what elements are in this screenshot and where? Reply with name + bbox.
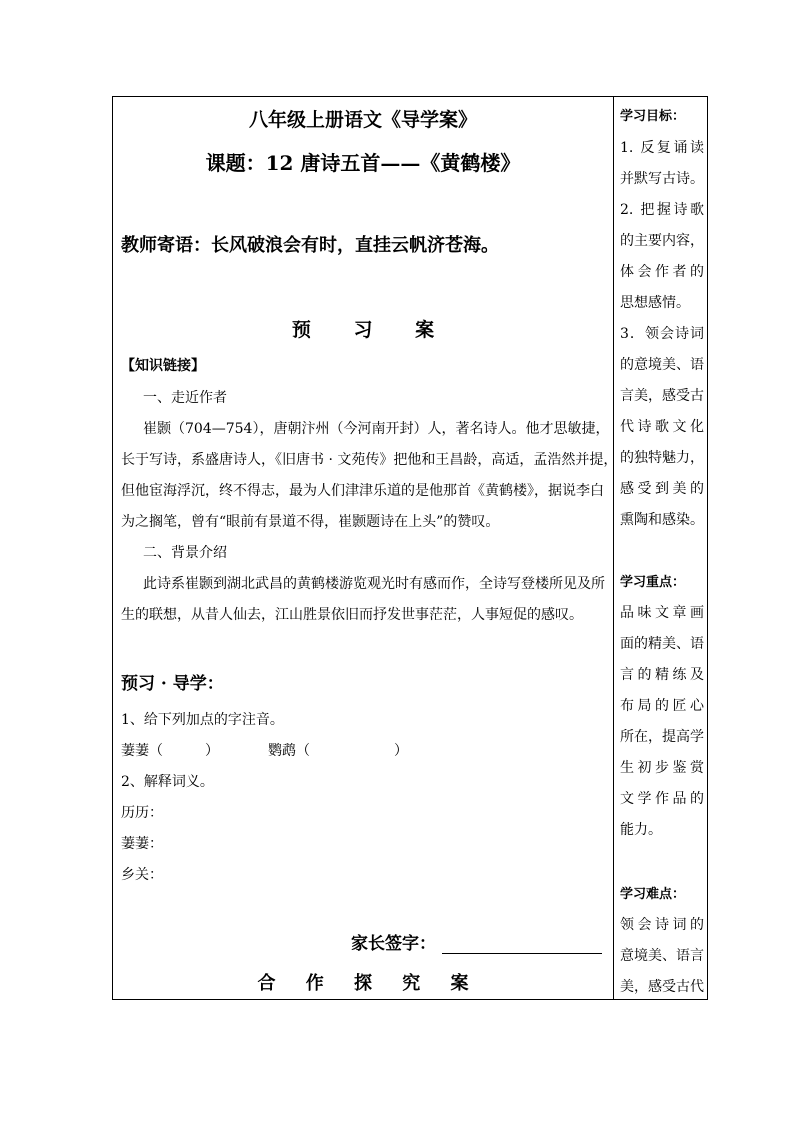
question-2: 2、解释词义。 [121,774,214,790]
goals-line: 体会作者的 [620,264,704,280]
focus-line: 能力。 [620,822,662,838]
goals-line: 感受到美的 [620,481,704,497]
goals-line: 言美，感受古 [620,388,704,404]
author-line: 崔颢（704—754），唐朝汴州（今河南开封）人，著名诗人。他才思敏捷， [143,421,610,437]
goals-line: 的独特魅力， [620,450,704,466]
section-preview-heading: 预 习 案 [291,319,453,341]
focus-line: 言的精练及 [620,667,704,683]
goals-line: 的意境美、语 [620,357,704,373]
signature-blank[interactable] [442,937,602,954]
author-line: 但他宦海浮沉，终不得志，最为人们津津乐道的是他那首《黄鹤楼》，据说李白 [121,483,604,499]
parent-signature [351,929,602,954]
worksheet-table [112,96,708,1000]
parent-signature-label: 家长签字： [351,934,436,954]
focus-line: 面的精美、语 [620,636,704,652]
teacher-motto: 教师寄语：长风破浪会有时，直挂云帆济苍海。 [121,235,499,256]
main-column [113,97,618,999]
lesson-title: 课题：12 唐诗五首——《黄鹤楼》 [205,151,521,175]
goals-line: 1. 反复诵读 [620,140,704,156]
focus-line: 文学作品的 [620,791,704,807]
difficulty-line: 美，感受古代 [620,979,704,995]
question-1-items: 萋萋（ ） 鹦鹉（ ） [121,743,408,759]
goals-line: 并默写古诗。 [620,171,704,187]
side-column [614,97,708,999]
focus-line: 品味文章画 [620,605,704,621]
term-xiangguan: 乡关： [121,867,163,883]
goals-line: 2. 把握诗歌 [620,202,704,218]
difficulty-line: 领会诗词的 [620,917,704,933]
knowledge-link-heading: 【知识链接】 [121,358,205,374]
goals-line: 代诗歌文化 [620,419,704,435]
goals-line: 3．领会诗词 [620,326,704,342]
background-line: 生的联想，从昔人仙去，江山胜景依旧而抒发世事茫茫，人事短促的感叹。 [121,607,583,623]
goals-line: 思想感情。 [620,295,690,311]
goals-line: 的主要内容， [620,233,704,249]
goals-line: 熏陶和感染。 [620,512,704,528]
question-1: 1、给下列加点的字注音。 [121,712,284,728]
background-heading: 二、背景介绍 [143,545,227,561]
goals-heading: 学习目标： [620,109,686,124]
difficulty-heading: 学习难点： [620,887,686,902]
term-lili: 历历： [121,805,163,821]
author-heading: 一、走近作者 [143,390,227,406]
focus-heading: 学习重点： [620,575,686,590]
preview-guide-heading: 预习 · 导学： [121,674,224,694]
author-line: 长于写诗，系盛唐诗人，《旧唐书 · 文苑传》把他和王昌龄，高适，孟浩然并提， [121,452,618,468]
background-line: 此诗系崔颢到湖北武昌的黄鹤楼游览观光时有感而作，全诗写登楼所见及所 [143,576,605,592]
difficulty-line: 意境美、语言 [620,948,704,964]
worksheet-title: 八年级上册语文《导学案》 [248,109,477,131]
section-coop-heading: 合 作 探 究 案 [257,973,481,994]
focus-line: 布局的匠心 [620,698,704,714]
focus-line: 生初步鉴赏 [620,760,704,776]
focus-line: 所在，提高学 [620,729,704,745]
author-line: 为之搁笔，曾有“眼前有景道不得，崔颢题诗在上头”的赞叹。 [121,514,500,530]
term-qiqi: 萋萋： [121,836,163,852]
